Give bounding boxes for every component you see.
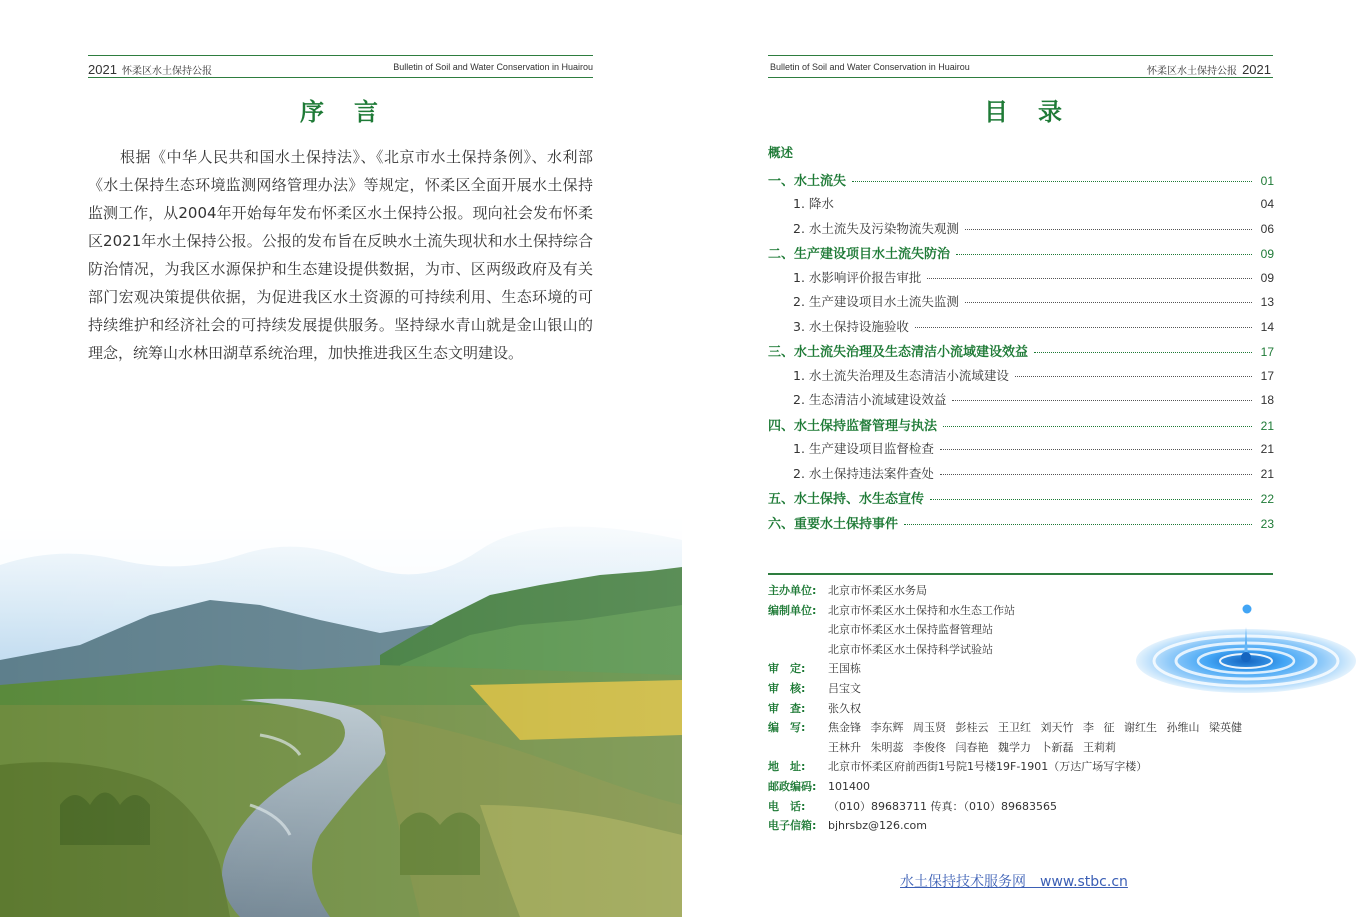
toc-page-number: 09 (1260, 270, 1274, 285)
toc-item[interactable]: 一、水土流失 01 (768, 173, 1274, 189)
credit-phone: 电 话: （010）89683711 传真：（010）89683565 (768, 799, 1057, 813)
page-title: 目录 (984, 98, 1092, 126)
toc-page-number: 06 (1260, 221, 1274, 236)
toc-page-number: 21 (1260, 418, 1274, 433)
toc-page-number: 23 (1260, 516, 1274, 531)
toc-page-number: 01 (1260, 173, 1274, 188)
credit-compiler: 编制单位: 北京市怀柔区水土保持和水生态工作站 (768, 603, 1015, 617)
toc-page-number: 13 (1260, 295, 1274, 309)
leader-dots (940, 474, 1252, 475)
toc-item[interactable]: 1. 生产建设项目监督检查 21 (793, 441, 1274, 456)
credit-postcode: 邮政编码: 101400 (768, 779, 870, 793)
credits-block (768, 573, 1273, 836)
footer-website-link[interactable]: 水土保持技术服务网 www.stbc.cn (900, 874, 1128, 890)
toc-item[interactable]: 2. 生态清洁小流域建设效益 18 (793, 392, 1274, 407)
table-of-contents (768, 143, 1274, 537)
toc-overview-label: 概述 (768, 145, 794, 160)
toc-page-number: 18 (1260, 393, 1274, 407)
toc-item[interactable]: 2. 水土流失及污染物流失观测 06 (793, 220, 1274, 236)
leader-dots (943, 426, 1252, 427)
toc-overview[interactable] (768, 143, 1274, 168)
credit-address: 地 址: 北京市怀柔区府前西街1号院1号楼19F-1901（万达广场写字楼） (768, 760, 1148, 774)
credit-sponsor: 主办单位: 北京市怀柔区水务局 (768, 584, 927, 597)
header-year: 2021 (88, 62, 117, 77)
preface-text: 根据《中华人民共和国水土保持法》、《北京市水土保持条例》、水利部《水土保持生态环境监测网络管理办法》等规定，怀柔区全面开展水土保持监测工作，从2004年开始每年发布怀柔区水土保持公报。现向社会发布怀柔区2021年水土保持公报。公报的发布旨在反映水土流失现状和水土保持综合防治情况，为我区水源保护和生态建设提供数据，为市、区两级政府及有关部门宏观决策提供依据，为促进我区水土资源的可持续利用、生态环境的可持续维护和经济社会的可持续发展提供服务。坚持绿水青山就是金山银山的理念，统筹山水林田湖草系统治理，加快推进我区生态文明建设。 (88, 148, 593, 362)
leader-dots (952, 400, 1252, 401)
leader-dots (904, 524, 1252, 525)
toc-page-number: 17 (1260, 368, 1274, 383)
toc-item[interactable]: 3. 水土保持设施验收 14 (793, 318, 1274, 334)
right-page (682, 0, 1361, 917)
toc-page-number: 17 (1260, 345, 1274, 359)
header-title-en: Bulletin of Soil and Water Conservation in Huairou (393, 62, 593, 72)
header-title-cn: 怀柔区水土保持公报 (122, 66, 213, 77)
toc-item[interactable]: 2. 生产建设项目水土流失监测 13 (793, 294, 1274, 309)
credit-review: 审 核: 吕宝文 (768, 681, 861, 695)
leader-dots (1034, 352, 1252, 353)
toc-page-number: 04 (1260, 197, 1274, 211)
credit-editors: 编 写: 焦金锋 李东辉 周玉贤 彭桂云 王卫红 刘天竹 李 征 谢红生 孙维山 梁英健 (768, 721, 1242, 735)
toc-page-number: 21 (1260, 466, 1274, 481)
toc-page-number: 14 (1260, 319, 1274, 334)
leader-dots (965, 229, 1252, 230)
toc-item[interactable]: 2. 水土保持违法案件查处 21 (793, 465, 1274, 481)
credit-email: 电子信箱: bjhrsbz@126.com (768, 819, 928, 833)
water-drop-icon (1134, 599, 1358, 699)
toc-item[interactable]: 二、生产建设项目水土流失防治 09 (768, 247, 1274, 262)
toc-page-number: 09 (1260, 247, 1274, 261)
toc-page-number: 22 (1260, 492, 1274, 506)
toc-item[interactable]: 六、重要水土保持事件 23 (768, 516, 1274, 532)
credit-check: 审 查: 张久权 (768, 701, 861, 715)
leader-dots (852, 181, 1252, 182)
header-title-en: Bulletin of Soil and Water Conservation in Huairou (770, 62, 970, 72)
toc-item[interactable]: 五、水土保持、水生态宣传 22 (768, 492, 1274, 507)
leader-dots (940, 449, 1252, 450)
leader-dots (956, 254, 1252, 255)
toc-item[interactable]: 三、水土流失治理及生态清洁小流域建设效益 17 (768, 345, 1274, 360)
leader-dots (1015, 376, 1252, 377)
credit-editors-2: 王林升 朱明蕊 李俊佟 闫春艳 魏学力 卜新磊 王莉莉 (828, 740, 1116, 754)
toc-item[interactable]: 四、水土保持监督管理与执法 21 (768, 418, 1274, 434)
leader-dots (965, 302, 1252, 303)
landscape-photo (0, 505, 682, 917)
credit-compiler-3: 北京市怀柔区水土保持科学试验站 (828, 642, 993, 656)
running-header (768, 55, 1273, 78)
toc-item[interactable]: 1. 水土流失治理及生态清洁小流域建设 17 (793, 367, 1274, 383)
header-left (88, 59, 212, 78)
leader-dots (915, 327, 1252, 328)
running-header (88, 55, 593, 78)
leader-dots (930, 499, 1252, 500)
toc-page-number: 21 (1260, 442, 1274, 456)
header-year: 2021 (1242, 62, 1271, 77)
page-title: 序言 (300, 98, 408, 126)
leader-dots (927, 278, 1252, 279)
credit-approve: 审 定: 王国栋 (768, 662, 861, 676)
toc-item[interactable]: 1. 降水 04 (793, 196, 1274, 211)
toc-item[interactable]: 1. 水影响评价报告审批 09 (793, 269, 1274, 285)
header-right (1147, 59, 1271, 78)
credit-compiler-2: 北京市怀柔区水土保持监督管理站 (828, 623, 993, 637)
header-title-cn: 怀柔区水土保持公报 (1146, 66, 1237, 77)
